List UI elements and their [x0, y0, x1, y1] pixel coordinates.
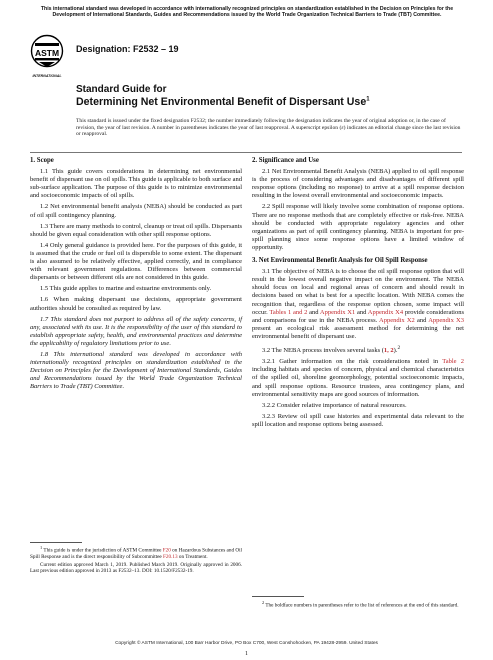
- para-1-2: 1.2 Net environmental benefit analysis (NEBA) should be conducted as part of oil spill contingency planning.: [30, 203, 242, 219]
- subcommittee-f20-13-link[interactable]: F20.13: [163, 553, 178, 560]
- section-3-heading: 3. Net Environmental Benefit Analysis for Oil Spill Response: [252, 257, 428, 265]
- copyright-footer: Copyright © ASTM International, 100 Barr Harbor Drive, PO Box C700, West Conshohocken, PA 19428-2959. United States: [115, 641, 378, 646]
- references-1-2-link[interactable]: 1, 2: [383, 347, 394, 355]
- para-2-2: 2.2 Spill response will likely involve some combination of response options. There are no response methods that are completely effective or risk-free. NEBA should be conducted with appropriate regulatory agencies and other organizations as part of spill contingency planning. NEBA is important for pre-spill planning since some response options have a limited window of opportunity.: [252, 203, 464, 251]
- title-line-2: Determining Net Environmental Benefit of Dispersant Use$^1$: [76, 96, 370, 108]
- para-1-8: 1.8 This international standard was developed in accordance with internationally recognized principles on standardization established in the Decision on Principles for the Development of International Standards, Guides and Recommendations issued by the World Trade Organization Technical Barriers to Trade (TBT) Committee.: [30, 350, 242, 391]
- para-1-7: 1.7 This standard does not purport to address all of the safety concerns, if any, associated with its use. It is the responsibility of the user of this standard to establish appropriate safety, health, and environmental practices and determine the applicability of regulatory limitations prior to use.: [30, 315, 242, 347]
- appendix-x2-link[interactable]: Appendix X2: [379, 316, 415, 324]
- para-2-1: 2.1 Net Environmental Benefit Analysis (NEBA) applied to oil spill response is the process of considering advantages and disadvantages of different spill response options (including no response) to arrive at a spill response decision resulting in the lowest overall environmental and socioeconomic impacts.: [252, 168, 464, 200]
- para-1-3: 1.3 There are many methods to control, cleanup or treat oil spills. Dispersants should be given equal consideration with other spill response options.: [30, 222, 242, 238]
- table-2-link[interactable]: Table 2: [442, 358, 465, 366]
- footnote-2: $^2$ The boldface numbers in parentheses refer to the list of references at the end of this standard.: [262, 600, 459, 609]
- footnote-1: $^1$ This guide is under the jurisdiction of ASTM Committee F20 on Hazardous Substances and Oil Spill Response and is the direct responsibility of Subcommittee F20.13 on Treatment. Current edition approved March 1, 2019. Published March 2019. Originally approved in 2006. Last previous edition approved in 2013 as F2532–13. DOI: 10.1520/F2532-19.: [30, 545, 242, 575]
- logo-wordmark: INTERNATIONAL: [32, 74, 62, 78]
- footnote-divider-left: [30, 542, 82, 543]
- title-line-1: Standard Guide for: [76, 84, 167, 95]
- title-footnote-ref: 1: [366, 96, 370, 103]
- right-column: [252, 157, 464, 429]
- edition-note: Current edition approved March 1, 2019. Published March 2019. Originally approved in 2006. Last previous edition approved in 2013 as F2532–13. DOI: 10.1520/F2532-19.: [30, 562, 242, 575]
- svg-text:ASTM: ASTM: [34, 48, 60, 58]
- para-3-1: 3.1 The objective of NEBA is to choose the oil spill response option that will result in the lowest overall negative impact on the environment. The NEBA should focus on local and regional areas of concern and should result in decisions based on what is best for a specific location. With NEBA comes the recognition that, regardless of the response option chosen, some impact will occur. Tables 1 and 2 and Appendix X1 and Appendix X4 provide considerations and comparisons for use in the NEBA process. Appendix X2 and Appendix X3 present an ecological risk assessment method for determining the net environmental benefit of dispersant use.: [252, 268, 464, 340]
- footnote-2-ref: 2: [397, 344, 401, 351]
- section-2-heading: 2. Significance and Use: [252, 157, 319, 164]
- para-3-2-1: 3.2.1 Gather information on the risk considerations noted in Table 2 including habitats and species of concern, physical and chemical characteristics of the spilled oil, shoreline geomorphology, potential socioeconomic impacts, and spill response options. Resource trustees, area contingency plans, and environmental sensitivity maps are good sources of information.: [252, 358, 465, 398]
- footnote-divider-right: [252, 596, 304, 597]
- astm-international-logo-icon: [30, 34, 64, 76]
- left-column: [30, 157, 242, 391]
- appendix-x3-link[interactable]: Appendix X3: [428, 316, 464, 324]
- para-1-6: 1.6 When making dispersant use decisions, appropriate government authorities should be consulted as required by law.: [30, 296, 242, 312]
- appendix-x1-link[interactable]: Appendix X1: [319, 308, 356, 316]
- para-3-2-3: 3.2.3 Review oil spill case histories and experimental data relevant to the spill location and response options being assessed.: [252, 412, 464, 428]
- appendix-x4-link[interactable]: Appendix X4: [367, 308, 404, 316]
- para-1-5: 1.5 This guide applies to marine and estuarine environments only.: [40, 285, 212, 293]
- wto-notice: This international standard was developed in accordance with internationally recognized principles on standardization established in the Decision on Principles for the Development of International Standards, Guides and Recommendations issued by the World Trade Organization Technical Barriers to Trade (TBT) Committee.: [40, 6, 454, 19]
- para-1-4: 1.4 Only general guidance is provided here. For the purposes of this guide, it is assumed that the crude or fuel oil is dispersible to some extent. The dispersant is also assumed to be relatively effective, applied correctly, and in compliance with relevant government regulations. Differences between commercial dispersants or between different oils are not considered in this guide.: [30, 241, 242, 282]
- page-number: 1: [245, 651, 248, 657]
- section-1-heading: 1. Scope: [30, 157, 54, 164]
- tables-1-2-link[interactable]: Tables 1 and 2: [269, 308, 308, 316]
- issuance-note: This standard is issued under the fixed designation F2532; the number immediately following the designation indicates the year of original adoption or, in the case of revision, the year of last revision. A number in parentheses indicates the year of last reapproval. A superscript epsilon (ε) indicates an editorial change since the last revision or reapproval.: [76, 118, 461, 138]
- committee-f20-link[interactable]: F20: [162, 547, 171, 554]
- header-divider: [30, 152, 462, 153]
- para-3-2-2: 3.2.2 Consider relative importance of natural resources.: [262, 401, 407, 409]
- para-3-2: 3.2 The NEBA process involves several tasks (1, 2).$^2$: [262, 344, 401, 355]
- para-1-1: 1.1 This guide covers considerations in determining net environmental benefit of dispersant use on oil spills. This guide is applicable to both surface and sub-surface application. The purpose of this guide is to minimize environmental and socioeconomic impacts of oil spills.: [30, 168, 242, 200]
- designation: Designation: F2532 – 19: [76, 44, 179, 54]
